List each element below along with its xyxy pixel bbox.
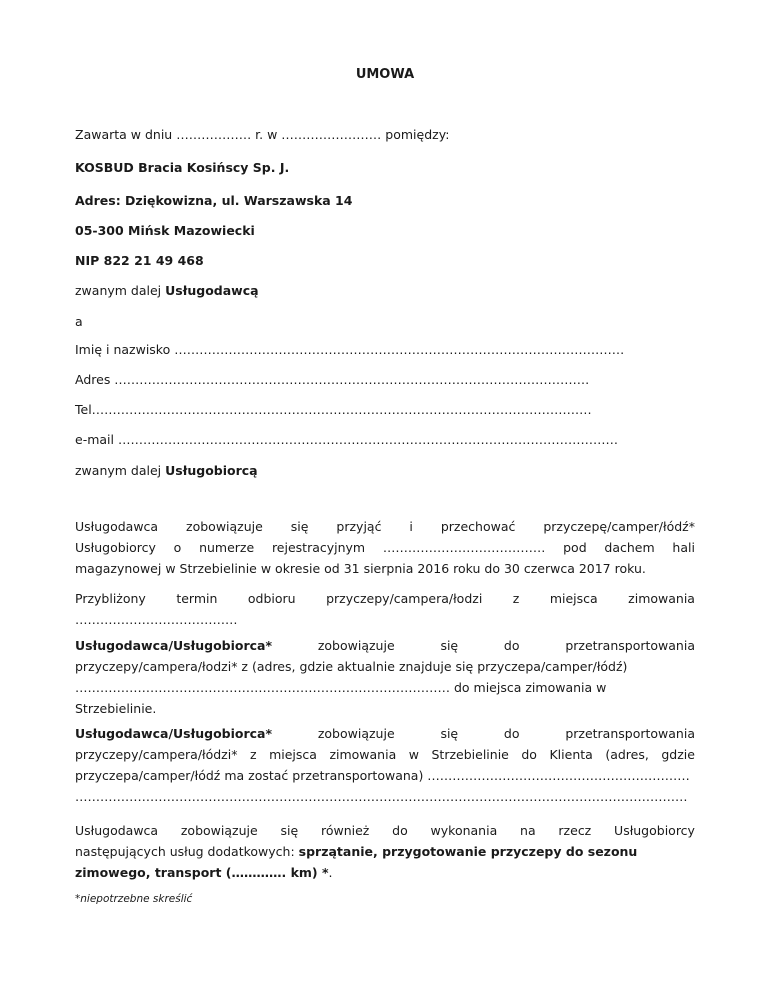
intro-line: Zawarta w dniu ……………… r. w …………………… pomiędzy: — [75, 127, 450, 142]
provider-alias-prefix: zwanym dalej — [75, 283, 166, 298]
additional-services-line-3: zimowego, transport (…………. km) *. — [75, 865, 333, 880]
transport-back-line-4: ………………………………………………………………………………………………………………………………… — [75, 789, 688, 804]
provider-alias-line — [75, 283, 259, 298]
additional-services-paragraph — [75, 820, 695, 883]
storage-line-2: Usługobiorcy o numerze rejestracyjnym ………………………………… pod dachem hali — [75, 540, 695, 555]
pickup-paragraph — [75, 588, 695, 630]
transport-back-line-1: Usługodawca/Usługobiorca* zobowiązuje się do przetransportowania — [75, 726, 695, 741]
transport-back-paragraph — [75, 723, 695, 807]
provider-name: KOSBUD Bracia Kosińscy Sp. J. — [75, 160, 290, 175]
transport-back-line-2: przyczepy/campera/łódzi* z miejsca zimowania w Strzebielinie do Klienta (adres, gdzie — [75, 747, 695, 762]
client-address-field: Adres …………………………………………………………………………………………………… — [75, 372, 590, 387]
footnote: *niepotrzebne skreślić — [75, 893, 193, 905]
pickup-line-2: ………………………………… — [75, 612, 238, 627]
additional-services-line-1: Usługodawca zobowiązuje się również do wykonania na rzecz Usługobiorcy — [75, 823, 695, 838]
provider-address: Adres: Dziękowizna, ul. Warszawska 14 — [75, 193, 353, 208]
provider-city: 05-300 Mińsk Mazowiecki — [75, 223, 255, 238]
transport-back-line-3: przyczepa/camper/łódź ma zostać przetransportowana) ……………………………………………………… — [75, 768, 690, 783]
provider-alias: Usługodawcą — [165, 283, 259, 298]
client-name-field: Imię i nazwisko ……………………………………………………………………………………………… — [75, 342, 625, 357]
client-alias-prefix: zwanym dalej — [75, 463, 166, 478]
storage-line-3: magazynowej w Strzebielinie w okresie od 31 sierpnia 2016 roku do 30 czerwca 2017 roku. — [75, 561, 646, 576]
document-title: UMOWA — [355, 67, 415, 82]
storage-line-1: Usługodawca zobowiązuje się przyjąć i przechować przyczepę/camper/łódź* — [75, 519, 695, 534]
transport-to-paragraph — [75, 635, 695, 719]
provider-nip: NIP 822 21 49 468 — [75, 253, 204, 268]
additional-services-line-2: następujących usług dodatkowych: sprzątanie, przygotowanie przyczepy do sezonu — [75, 844, 638, 859]
pickup-line-1: Przybliżony termin odbioru przyczepy/campera/łodzi z miejsca zimowania — [75, 591, 695, 606]
transport-to-line-3: ……………………………………………………………………………… do miejsca zimowania w — [75, 680, 607, 695]
client-email-field: e-mail ………………………………………………………………………………………………………… — [75, 432, 618, 447]
client-alias-line — [75, 463, 258, 478]
conjunction: a — [75, 314, 83, 329]
transport-to-line-1: Usługodawca/Usługobiorca* zobowiązuje się do przetransportowania — [75, 638, 695, 653]
client-alias: Usługobiorcą — [165, 463, 258, 478]
transport-to-line-2: przyczepy/campera/łodzi* z (adres, gdzie aktualnie znajduje się przyczepa/camper/łódź) — [75, 659, 628, 674]
storage-paragraph — [75, 516, 695, 579]
transport-to-line-4: Strzebielinie. — [75, 701, 157, 716]
client-phone-field: Tel………………………………………………………………………………………………………… — [75, 402, 592, 417]
